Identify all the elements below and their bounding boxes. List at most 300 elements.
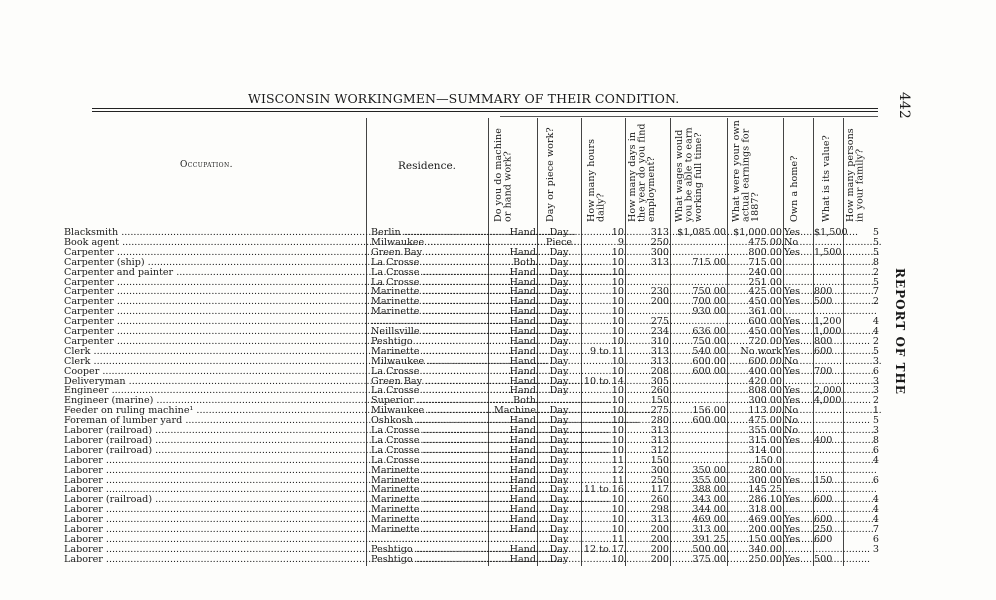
cell-occ: Cooper ..... <box>64 367 366 377</box>
cell-res: Marinette ..... <box>371 297 487 307</box>
cell-hand: Both <box>513 395 536 407</box>
cell-day: Day <box>549 543 569 555</box>
cell-earn: 420 00 <box>748 375 782 387</box>
cell-hand: Hand <box>509 425 536 436</box>
cell-day: Day <box>549 533 569 545</box>
cell-hrs: 10 <box>611 276 624 288</box>
cell-earn: 475 00 <box>748 415 782 427</box>
cell-res: La Crosse ..... <box>371 258 487 268</box>
cell-home: Yes <box>784 524 801 535</box>
cell-hrs: 10 <box>611 296 624 308</box>
cell-res: Marinette ..... <box>371 485 487 495</box>
cell-day: Day <box>549 464 569 476</box>
cell-hrs: 10 to 14 <box>583 375 624 387</box>
cell-hand: Hand <box>509 316 536 328</box>
cell-occ: Feeder on ruling machine¹ ..... <box>64 406 366 416</box>
cell-wage: 355 00 <box>692 474 726 486</box>
cell-fam: 7 <box>872 524 879 535</box>
cell-wage: 391 25 <box>692 533 726 545</box>
cell-days: 313 <box>650 434 669 446</box>
cell-hand: Hand <box>509 227 536 238</box>
cell-hrs: 11 <box>611 533 624 545</box>
cell-day: Day <box>549 415 569 427</box>
cell-hand: Hand <box>509 444 536 456</box>
cell-hand: Hand <box>509 246 536 258</box>
cell-fam: 6 <box>872 474 879 486</box>
cell-home: No <box>784 415 799 427</box>
cell-earn: 355 00 <box>748 425 782 436</box>
cell-fam: 1 <box>872 405 879 417</box>
cell-hand: Hand <box>509 543 536 555</box>
cell-days: 310 <box>650 335 669 347</box>
cell-days: 313 <box>650 256 669 268</box>
cell-days: 230 <box>650 286 669 298</box>
header-wages: What wages would you be able to earn working full time? <box>674 127 704 222</box>
header-residence: Residence. <box>398 160 456 172</box>
cell-fam: 4 <box>872 316 879 328</box>
cell-day: Day <box>549 345 569 357</box>
cell-wage: 715 00 <box>692 256 726 268</box>
cell-val: 250 <box>814 524 833 535</box>
cell-hrs: 12 <box>611 464 624 476</box>
cell-earn: 200 00 <box>748 524 782 535</box>
cell-fam: 7 <box>872 286 879 298</box>
cell-days: 275 <box>650 316 669 328</box>
cell-home: No <box>784 405 799 417</box>
cell-res: Peshtigo ..... <box>371 555 487 565</box>
cell-wage: 469 00 <box>692 514 726 526</box>
cell-res: Green Bay ..... <box>371 377 487 387</box>
cell-days: 234 <box>650 326 669 337</box>
cell-days: 300 <box>650 464 669 476</box>
cell-day: Day <box>549 405 569 417</box>
cell-days: 313 <box>650 514 669 526</box>
cell-days: 298 <box>650 504 669 516</box>
cell-hrs: 10 <box>611 256 624 268</box>
cell-earn: 450 00 <box>748 326 782 337</box>
cell-occ: Laborer (railroad) ..... <box>64 426 366 436</box>
cell-day: Day <box>549 256 569 268</box>
cell-hand: Hand <box>509 375 536 387</box>
cell-wage: 700 00 <box>692 296 726 308</box>
header-own-home: Own a home? <box>789 155 800 222</box>
cell-home: No <box>784 236 799 248</box>
cell-res: Marinette ..... <box>371 466 487 476</box>
cell-earn: 469 00 <box>748 514 782 526</box>
cell-hrs: 10 <box>611 365 624 377</box>
cell-hand: Hand <box>509 434 536 446</box>
cell-hrs: 10 <box>611 405 624 417</box>
cell-home: Yes <box>784 533 801 545</box>
cell-hrs: 10 <box>611 434 624 446</box>
cell-hrs: 10 <box>611 385 624 397</box>
cell-res: Marinette ..... <box>371 525 487 535</box>
header-rule-top <box>92 108 878 109</box>
cell-hrs: 10 <box>611 553 624 565</box>
cell-earn: 280 00 <box>748 464 782 476</box>
cell-val: 500 <box>814 296 833 308</box>
cell-days: 260 <box>650 385 669 397</box>
cell-hrs: 10 <box>611 514 624 526</box>
cell-earn: 475 00 <box>748 236 782 248</box>
cell-val: $1,500 <box>814 227 848 238</box>
cell-wage: $1,085 00 <box>677 227 726 238</box>
cell-fam: 5 <box>872 276 879 288</box>
cell-hand: Hand <box>509 385 536 397</box>
cell-fam: 2 <box>872 395 879 407</box>
cell-hrs: 11 <box>611 474 624 486</box>
cell-res: Marinette ..... <box>371 347 487 357</box>
cell-day: Day <box>549 276 569 288</box>
cell-res: Peshtigo ..... <box>371 337 487 347</box>
cell-earn: 145 25 <box>748 484 782 496</box>
cell-res: La Crosse ..... <box>371 386 487 396</box>
cell-occ: Carpenter ..... <box>64 317 366 327</box>
cell-home: Yes <box>784 227 801 238</box>
cell-wage: 930 00 <box>692 306 726 318</box>
cell-res: Marinette ..... <box>371 515 487 525</box>
cell-day: Day <box>549 365 569 377</box>
cell-occ: Foreman of lumber yard ..... <box>64 416 366 426</box>
cell-home: Yes <box>784 365 801 377</box>
cell-day: Day <box>549 474 569 486</box>
cell-hrs: 10 <box>611 266 624 278</box>
cell-days: 275 <box>650 405 669 417</box>
cell-occ: Laborer ..... <box>64 466 366 476</box>
cell-hrs: 9 to 11 <box>589 345 624 357</box>
cell-val: 150 <box>814 474 833 486</box>
cell-val: 800 <box>814 286 833 298</box>
cell-days: 150 <box>650 454 669 466</box>
cell-occ: Carpenter (ship) ..... <box>64 258 366 268</box>
cell-fam: 3 <box>872 385 879 397</box>
cell-day: Day <box>549 227 569 238</box>
cell-earn: 318 00 <box>748 504 782 516</box>
cell-hrs: 9 <box>617 236 624 248</box>
cell-fam: 4 <box>872 494 879 506</box>
cell-day: Day <box>549 504 569 516</box>
cell-earn: 808 00 <box>748 385 782 397</box>
cell-wage: 750 00 <box>692 335 726 347</box>
cell-res: La Crosse ..... <box>371 446 487 456</box>
cell-hrs: 10 <box>611 306 624 318</box>
cell-home: Yes <box>784 316 801 328</box>
cell-day: Day <box>549 306 569 318</box>
cell-day: Day <box>549 266 569 278</box>
cell-day: Piece <box>545 236 573 248</box>
cell-occ: Laborer ..... <box>64 525 366 535</box>
cell-wage: 375 00 <box>692 553 726 565</box>
header-home-value: What is its value? <box>821 135 832 222</box>
cell-val: 400 <box>814 434 833 446</box>
cell-home: Yes <box>784 286 801 298</box>
cell-days: 313 <box>650 345 669 357</box>
cell-home: Yes <box>784 345 801 357</box>
cell-earn: 113 00 <box>748 405 782 417</box>
cell-earn: 286 10 <box>748 494 782 506</box>
cell-home: Yes <box>784 246 801 258</box>
cell-hrs: 10 <box>611 425 624 436</box>
cell-wage: 350 00 <box>692 464 726 476</box>
cell-days: 313 <box>650 425 669 436</box>
cell-fam: 5 <box>872 345 879 357</box>
cell-day: Day <box>549 246 569 258</box>
cell-occ: Clerk ..... <box>64 357 366 367</box>
header-hours-daily: How many hours daily? <box>586 138 607 222</box>
cell-day: Day <box>549 444 569 456</box>
cell-earn: 300 00 <box>748 395 782 407</box>
cell-occ: Laborer ..... <box>64 476 366 486</box>
cell-occ: Deliveryman ..... <box>64 377 366 387</box>
cell-res: Milwaukee ..... <box>371 357 487 367</box>
cell-occ: Laborer (railroad) ..... <box>64 436 366 446</box>
cell-fam: 8 <box>872 256 879 268</box>
cell-res: Milwaukee ..... <box>371 406 487 416</box>
cell-hand: Hand <box>509 504 536 516</box>
cell-wage: 313 00 <box>692 524 726 535</box>
cell-fam: 4 <box>872 454 879 466</box>
cell-hand: Hand <box>509 454 536 466</box>
cell-days: 250 <box>650 236 669 248</box>
cell-day: Day <box>549 524 569 535</box>
cell-wage: 343 00 <box>692 494 726 506</box>
header-machine-or-hand: Do you do machine or hand work? <box>493 128 514 222</box>
cell-days: 250 <box>650 474 669 486</box>
cell-wage: 344 00 <box>692 504 726 516</box>
cell-fam: 4 <box>872 504 879 516</box>
table-row <box>0 555 880 565</box>
cell-fam: 6 <box>872 533 879 545</box>
cell-hand: Hand <box>509 524 536 535</box>
cell-occ: Laborer ..... <box>64 485 366 495</box>
cell-home: Yes <box>784 326 801 337</box>
header-days-employed: How many days in the year do you find employment? <box>627 123 657 222</box>
cell-occ: Laborer ..... <box>64 505 366 515</box>
cell-occ: Laborer ..... <box>64 555 366 565</box>
cell-val: 600 <box>814 533 833 545</box>
header-occupation: Occupation. <box>180 160 233 170</box>
cell-home: No <box>784 355 799 367</box>
cell-occ: Laborer ..... <box>64 515 366 525</box>
cell-hrs: 10 <box>611 444 624 456</box>
cell-earn: 715 00 <box>748 256 782 268</box>
cell-earn: 400 00 <box>748 365 782 377</box>
cell-earn: 251 00 <box>748 276 782 288</box>
cell-occ: Carpenter ..... <box>64 287 366 297</box>
cell-val: 1,500 <box>814 246 842 258</box>
cell-val: 600 <box>814 514 833 526</box>
cell-fam: 2 <box>872 335 879 347</box>
cell-hand: Hand <box>509 335 536 347</box>
cell-fam: 6 <box>872 444 879 456</box>
cell-res: La Crosse ..... <box>371 436 487 446</box>
cell-hrs: 10 <box>611 335 624 347</box>
cell-day: Day <box>549 326 569 337</box>
cell-hand: Hand <box>509 355 536 367</box>
cell-earn: 300 00 <box>748 474 782 486</box>
cell-hand: Hand <box>509 484 536 496</box>
header-rule-bottom <box>92 111 878 112</box>
cell-occ: Laborer ..... <box>64 456 366 466</box>
cell-day: Day <box>549 494 569 506</box>
cell-val: 4,000 <box>814 395 842 407</box>
cell-hrs: 10 <box>611 415 624 427</box>
cell-day: Day <box>549 335 569 347</box>
cell-hrs: 10 <box>611 246 624 258</box>
cell-wage: 600 00 <box>692 365 726 377</box>
cell-res: La Crosse ..... <box>371 278 487 288</box>
cell-res: La Crosse ..... <box>371 456 487 466</box>
cell-days: 200 <box>650 533 669 545</box>
cell-earn: 600 00 <box>748 355 782 367</box>
cell-home: Yes <box>784 514 801 526</box>
cell-fam: 2 <box>872 296 879 308</box>
cell-days: 208 <box>650 365 669 377</box>
cell-earn: 314 00 <box>748 444 782 456</box>
cell-earn: 720 00 <box>748 335 782 347</box>
cell-home: Yes <box>784 434 801 446</box>
cell-earn: 800 00 <box>748 246 782 258</box>
cell-home: Yes <box>784 494 801 506</box>
cell-res: La Crosse ..... <box>371 426 487 436</box>
cell-res: La Crosse ..... <box>371 367 487 377</box>
cell-fam: 3 <box>872 425 879 436</box>
cell-hrs: 12 to 17 <box>583 543 624 555</box>
cell-earn: 250 00 <box>748 553 782 565</box>
cell-earn: 150 00 <box>748 533 782 545</box>
header-family-size: How many persons in your family? <box>845 128 866 222</box>
cell-earn: $1,000 00 <box>733 227 782 238</box>
cell-res: Marinette ..... <box>371 287 487 297</box>
cell-val: 1,000 <box>814 326 842 337</box>
cell-fam: 5 <box>872 246 879 258</box>
cell-day: Day <box>549 553 569 565</box>
cell-res: Milwaukee ..... <box>371 238 487 248</box>
cell-res: La Crosse ..... <box>371 268 487 278</box>
cell-earn: 450 00 <box>748 296 782 308</box>
cell-occ: Carpenter ..... <box>64 248 366 258</box>
cell-day: Day <box>549 425 569 436</box>
cell-hrs: 10 <box>611 316 624 328</box>
cell-val: 500 <box>814 553 833 565</box>
cell-hrs: 10 <box>611 326 624 337</box>
cell-val: 600 <box>814 345 833 357</box>
cell-hand: Machine <box>493 405 536 417</box>
cell-day: Day <box>549 286 569 298</box>
cell-val: 700 <box>814 365 833 377</box>
cell-fam: 3 <box>872 375 879 387</box>
cell-fam: 5 <box>872 227 879 238</box>
cell-occ: Blacksmith ..... <box>64 228 366 238</box>
cell-val: 1,200 <box>814 316 842 328</box>
cell-home: Yes <box>784 474 801 486</box>
cell-hand: Hand <box>509 286 536 298</box>
cell-wage: 156 00 <box>692 405 726 417</box>
cell-res: Neillsville ..... <box>371 327 487 337</box>
cell-val: 2,000 <box>814 385 842 397</box>
cell-fam: 5 <box>872 236 879 248</box>
cell-res: Marinette ..... <box>371 476 487 486</box>
cell-day: Day <box>549 296 569 308</box>
cell-wage: 750 00 <box>692 286 726 298</box>
cell-earn: 240 00 <box>748 266 782 278</box>
cell-occ: Carpenter ..... <box>64 337 366 347</box>
cell-earn: 340 00 <box>748 543 782 555</box>
header-earnings: What were your own actual earnings for 1887? <box>731 120 761 222</box>
cell-hrs: 11 to 16 <box>583 484 624 496</box>
cell-days: 260 <box>650 494 669 506</box>
cell-val: 800 <box>814 335 833 347</box>
cell-earn: 361 00 <box>748 306 782 318</box>
cell-fam: 8 <box>872 434 879 446</box>
cell-hrs: 10 <box>611 227 624 238</box>
cell-occ: Clerk ..... <box>64 347 366 357</box>
cell-wage: 600 00 <box>692 355 726 367</box>
cell-earn: No work <box>740 345 782 357</box>
cell-hand: Hand <box>509 266 536 278</box>
cell-hrs: 11 <box>611 454 624 466</box>
cell-hand: Hand <box>509 415 536 427</box>
cell-day: Day <box>549 484 569 496</box>
cell-days: 200 <box>650 296 669 308</box>
side-running-head: REPORT OF THE <box>893 268 907 396</box>
cell-earn: 425 00 <box>748 286 782 298</box>
cell-home: Yes <box>784 553 801 565</box>
cell-hand: Hand <box>509 474 536 486</box>
cell-home: Yes <box>784 296 801 308</box>
page-title: WISCONSIN WORKINGMEN—SUMMARY OF THEIR CONDITION. <box>248 91 680 106</box>
cell-hrs: 10 <box>611 494 624 506</box>
cell-occ: Laborer (railroad) ..... <box>64 446 366 456</box>
cell-days: 312 <box>650 444 669 456</box>
cell-day: Day <box>549 385 569 397</box>
cell-hand: Hand <box>509 326 536 337</box>
cell-hand: Hand <box>509 345 536 357</box>
cell-wage: 636 00 <box>692 326 726 337</box>
table-top-rule <box>500 116 878 117</box>
cell-home: No <box>784 425 799 436</box>
cell-days: 313 <box>650 227 669 238</box>
cell-hand: Hand <box>509 494 536 506</box>
cell-occ: Carpenter ..... <box>64 327 366 337</box>
cell-days: 305 <box>650 375 669 387</box>
cell-hand: Hand <box>509 276 536 288</box>
cell-res: Superior ..... <box>371 396 487 406</box>
cell-occ: Laborer ..... <box>64 535 366 545</box>
cell-days: 200 <box>650 553 669 565</box>
cell-occ: Carpenter ..... <box>64 278 366 288</box>
cell-occ: Carpenter ..... <box>64 297 366 307</box>
cell-day: Day <box>549 434 569 446</box>
cell-earn: 600 00 <box>748 316 782 328</box>
cell-hand: Hand <box>509 514 536 526</box>
cell-days: 117 <box>650 484 669 496</box>
cell-home: Yes <box>784 335 801 347</box>
cell-fam: 6 <box>872 365 879 377</box>
cell-occ: Book agent ..... <box>64 238 366 248</box>
cell-day: Day <box>549 514 569 526</box>
cell-hrs: 10 <box>611 395 624 407</box>
cell-hand: Hand <box>509 553 536 565</box>
cell-fam: 3 <box>872 355 879 367</box>
cell-days: 200 <box>650 524 669 535</box>
cell-val: 600 <box>814 494 833 506</box>
cell-hand: Hand <box>509 306 536 318</box>
cell-fam: 4 <box>872 326 879 337</box>
cell-day: Day <box>549 375 569 387</box>
cell-hand: Hand <box>509 464 536 476</box>
cell-res: Peshtigo ..... <box>371 545 487 555</box>
